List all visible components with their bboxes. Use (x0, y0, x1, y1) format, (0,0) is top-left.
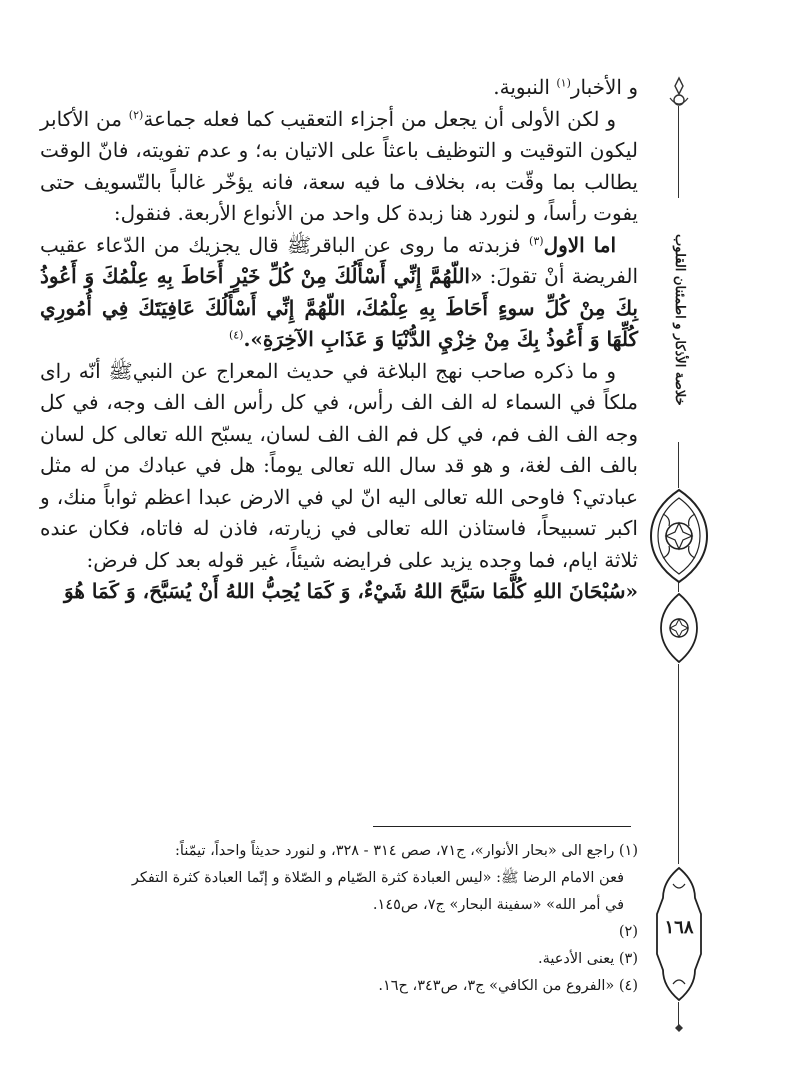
text-span: قال يجزيك من الدّعاء عقيب الفريضة أنْ تقولَ: (40, 232, 638, 288)
small-medallion-ornament-icon (659, 592, 699, 664)
text-span: من الأكابر ليكون التوقيت و التوظيف باعثاً على الاتيان به؛ و عدم تفويته، فانّ الوقت يطالب بما وقّت به، بخلاف ما فيه سعة، فانه يؤخّر غالباً بالتّسويف حتى يفوت رأساً، و لنورد هنا زبدة كل واحد من الأنواع الأربعة. فنقول: (40, 106, 638, 225)
footnote-1: (١) راجع الى «بحار الأنوار»، ج٧١، صص ٣١٤ - ٣٢٨، و لنورد حديثاً واحداً، تيمّناً: (175, 843, 638, 859)
paragraph-4 (40, 356, 638, 577)
main-text (40, 72, 638, 608)
footnote-ref: (٣) (529, 233, 544, 247)
paragraph-1 (40, 72, 638, 104)
footnote-separator (373, 826, 631, 827)
dua-tasbih-line: «سُبْحَانَ اللهِ كُلَّمَا سَبَّحَ اللهُ شَيْءٌ، وَ كَمَا يُحِبُّ اللهُ أَنْ يُسَبَّحَ، وَ كَمَا هُوَ (64, 579, 638, 603)
side-ornament-column (648, 72, 710, 1032)
medallion-ornament-icon (649, 488, 709, 584)
text-span: و ما ذكره صاحب نهج البلاغة في حديث المعراج عن النبي (132, 358, 617, 383)
side-rule (678, 106, 679, 198)
finial-ornament-icon (664, 76, 694, 110)
text-span: فزبدته ما روى عن الباقر (311, 232, 530, 257)
text-span: و الأخبار (570, 75, 638, 99)
text-span: و لكن الأولى أن يجعل من أجزاء التعقيب كما فعله جماعة (143, 106, 616, 131)
honorific-glyph: ﷺ (108, 358, 133, 383)
footnote-ref: (٢) (128, 107, 144, 121)
text-span: النبوية. (493, 75, 557, 99)
paragraph-3 (40, 230, 638, 356)
footnotes (40, 838, 638, 1000)
side-rule (678, 442, 679, 488)
paragraph-2 (40, 104, 638, 230)
side-rule (678, 1002, 679, 1026)
dua-text: «اللّهُمَّ إِنِّي أَسْأَلُكَ مِنْ كُلِّ خَيْرٍ أَحَاطَ بِهِ عِلْمُكَ وَ أَعُوذُ بِكَ مِنْ كُلِّ سوءٍ أَحَاطَ بِهِ عِلْمُكَ، اللّهُمَّ إِنِّي أَسْأَلُكَ عَافِيَتَكَ فِي أُمُورِي كُلِّهَا وَ أَعُوذُ بِكَ مِنْ خِزْيِ الدُّنْيَا وَ عَذَابِ الآخِرَةِ». (40, 264, 638, 351)
footnote-4: (٤) «الفروع من الكافي» ج٣، ص٣٤٣، ح١٦. (378, 978, 638, 994)
footnote-1-cont: في أمر الله» «سفينة البحار» ج٧، ص١٤٥. (372, 897, 624, 913)
bottom-finial-icon (664, 1024, 694, 1032)
text-span: أنّه راى ملكاً في السماء له الف الف رأس، في كل رأس الف الف وجه، في كل وجه الف الف فم، في كل فم الف الف لسان، يسبّح الله تعالى كل لسان بالف الف لغة، و هو قد سال الله تعالى يوماً: هل في عبادك من له مثل عبادتي؟ فاوحى الله تعالى اليه انّ لي في الارض عبدا اعظم ثواباً منك، و اكبر تسبيحاً، فاستاذن الله تعالى في زيارته، فاذن له فاتاه، فكان عنده ثلاثة ايام، فما وجده يزيد على فرايضه شيئاً، غير قوله بعد كل فرض: (40, 358, 638, 572)
side-rule (678, 664, 679, 864)
footnote-ref: (١) (556, 76, 571, 90)
running-title: خلاصة الأذكار و اطمئنان القلوب (672, 233, 687, 406)
footnote-1-cont: فعن الامام الرضا ﷺ: «ليس العبادة كثرة الصّيام و الصّلاة و إنّما العبادة كثرة التفكر (131, 870, 624, 886)
footnote-3: (٣) يعنى الأدعية. (537, 951, 638, 967)
footnote-2: (٢) (618, 924, 638, 940)
page-number: ١٦٨ (664, 917, 694, 938)
footnote-ref: (٤) (228, 328, 244, 342)
honorific-glyph: ﷺ (286, 232, 312, 257)
section-heading: اما الاول (543, 232, 617, 257)
